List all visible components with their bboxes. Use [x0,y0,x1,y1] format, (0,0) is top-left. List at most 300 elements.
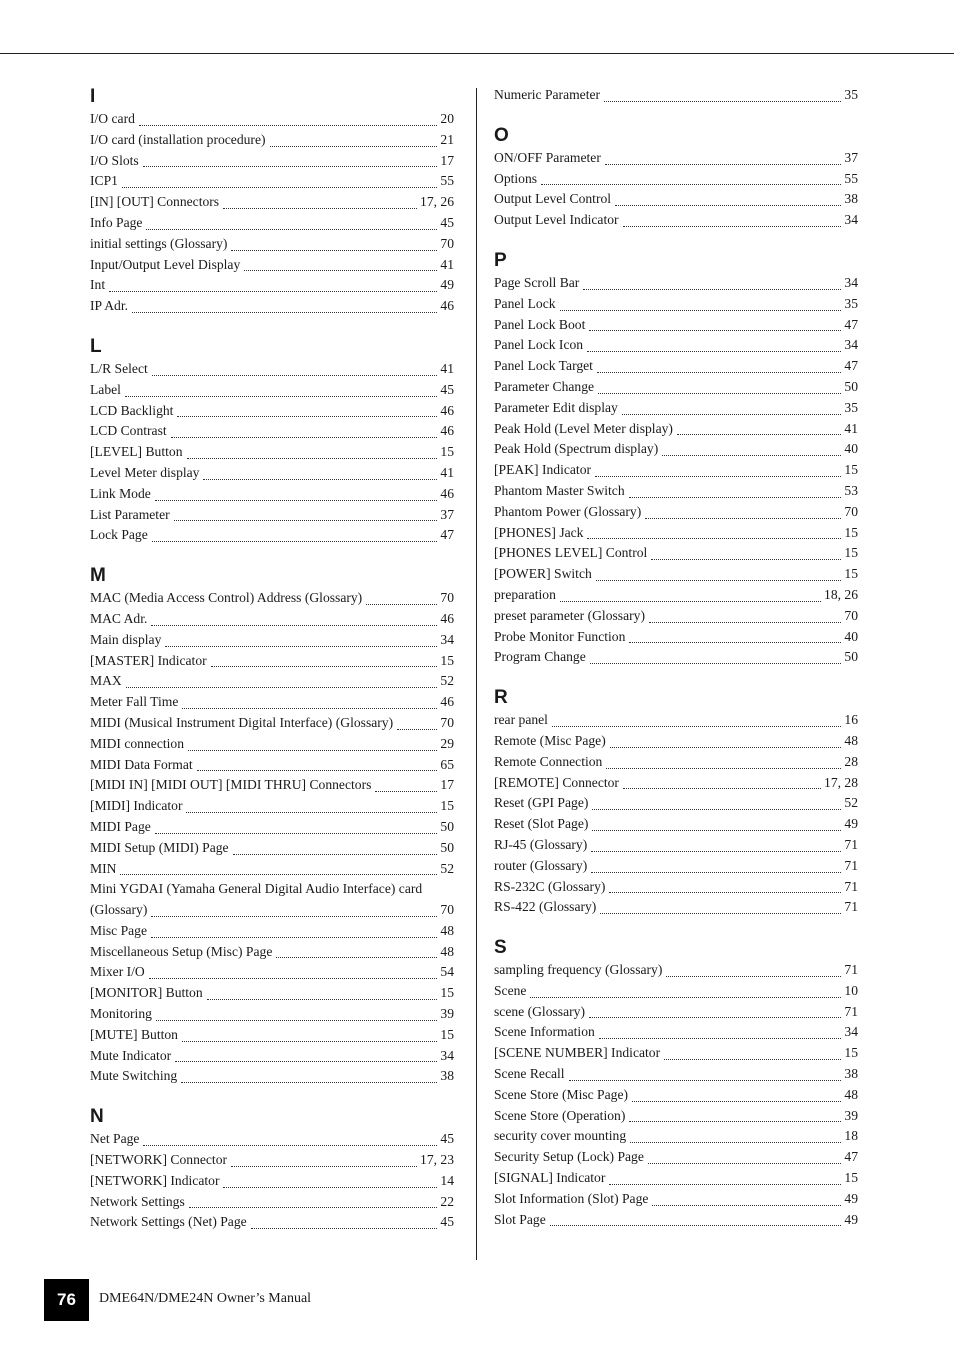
entry-term: [MUTE] Button [90,1026,178,1042]
index-entry [494,1126,858,1147]
index-entry [90,234,454,255]
index-entry [90,879,454,921]
index-section [90,85,454,317]
entry-term-continued [90,900,454,921]
index-entry [90,921,454,942]
index-entry [90,775,454,796]
entry-term: Security Setup (Lock) Page [494,1149,644,1165]
dot-leader [629,628,841,643]
entry-term: scene (Glossary) [494,1003,585,1019]
entry-page: 46 [440,610,454,626]
entry-term: [LEVEL] Button [90,444,183,460]
entry-page: 38 [440,1068,454,1084]
entry-term: Level Meter display [90,464,200,480]
entry-term: [SIGNAL] Indicator [494,1170,606,1186]
index-entry [494,1168,858,1189]
entry-term: Network Settings [90,1193,185,1209]
dot-leader [649,608,841,623]
dot-leader [152,361,438,376]
entry-term: [PEAK] Indicator [494,462,592,478]
entry-page: 48 [440,943,454,959]
index-entry [494,189,858,210]
entry-page: 65 [440,756,454,772]
entry-page: 35 [844,399,858,415]
index-entry [494,335,858,356]
index-entry [90,296,454,317]
section-letter: N [90,1106,104,1128]
entry-term: Reset (GPI Page) [494,795,589,811]
entry-page: 14 [440,1172,454,1188]
entry-page: 15 [440,985,454,1001]
index-entry [90,1150,454,1171]
entry-term: Phantom Power (Glossary) [494,503,642,519]
entry-page: 48 [440,922,454,938]
dot-leader [182,1027,437,1042]
entry-term: [MIDI] Indicator [90,798,183,814]
index-entry [494,1043,858,1064]
entry-page: 46 [440,694,454,710]
index-entry [494,315,858,336]
entry-term: Misc Page [90,922,148,938]
dot-leader [155,486,438,501]
dot-leader [541,170,841,185]
dot-leader [623,774,821,789]
index-entry [494,523,858,544]
section-letter: L [90,335,102,357]
entry-term: MIDI Page [90,818,151,834]
index-entry [494,606,858,627]
index-entry [90,1004,454,1025]
section-letter: P [494,249,507,271]
dot-leader [149,964,438,979]
entry-term: Mute Indicator [90,1047,172,1063]
entry-page: 15 [844,1045,858,1061]
index-entry [90,505,454,526]
entry-term: RJ-45 (Glossary) [494,836,588,852]
entry-page: 71 [844,878,858,894]
entry-term: I/O card (installation procedure) [90,131,266,147]
entry-term: Reset (Slot Page) [494,816,589,832]
dot-leader [623,212,842,227]
index-entry [494,773,858,794]
entry-term: Mute Switching [90,1068,178,1084]
entry-term: [IN] [OUT] Connectors [90,194,220,210]
entry-term: MAX [90,673,122,689]
entry-term: List Parameter [90,506,170,522]
index-entry [494,481,858,502]
entry-page: 41 [440,464,454,480]
entry-page: 47 [440,527,454,543]
index-section [494,85,858,106]
entry-page: 70 [440,235,454,251]
index-entry [494,897,858,918]
entry-page: 21 [440,131,454,147]
entry-page: 71 [844,1003,858,1019]
index-entry [494,627,858,648]
entry-page: 50 [440,839,454,855]
index-entry [494,1022,858,1043]
entry-term: Output Level Control [494,191,612,207]
dot-leader [596,566,842,581]
entry-term: Mini YGDAI (Yamaha General Digital Audio Interface) card [90,881,423,897]
dot-leader [598,379,841,394]
dot-leader [231,236,437,251]
entry-term: Peak Hold (Spectrum display) [494,441,659,457]
index-entry [90,817,454,838]
index-entry [90,442,454,463]
entry-term: [NETWORK] Indicator [90,1172,220,1188]
dot-leader [550,1211,842,1226]
dot-leader [587,337,841,352]
column-divider [476,88,477,1260]
section-letter: O [494,124,509,146]
index-entry [494,377,858,398]
entry-term: Network Settings (Net) Page [90,1214,247,1230]
header-rule [0,53,954,54]
dot-leader [589,1003,841,1018]
index-entry [90,1212,454,1233]
dot-leader [132,298,437,313]
index-column-right [494,85,858,1248]
entry-page: 38 [844,191,858,207]
entry-term: MIDI connection [90,735,184,751]
entry-page: 52 [440,673,454,689]
entry-term: Probe Monitor Function [494,628,626,644]
entry-page: 55 [844,170,858,186]
index-entry [494,1002,858,1023]
index-entry [494,752,858,773]
entry-page: 15 [440,652,454,668]
dot-leader [223,194,417,209]
index-entry [494,419,858,440]
dot-leader [109,277,437,292]
entry-page: 48 [844,1086,858,1102]
dot-leader [589,316,841,331]
entry-page: 28 [844,753,858,769]
index-entry [494,502,858,523]
index-entry [90,1171,454,1192]
dot-leader [151,611,437,626]
entry-term: Info Page [90,214,143,230]
index-entry [90,609,454,630]
index-entry [494,1085,858,1106]
entry-page: 48 [844,732,858,748]
index-entry [90,796,454,817]
page-number-badge [44,1279,89,1321]
index-section [90,564,454,1087]
dot-leader [151,923,437,938]
entry-term: Input/Output Level Display [90,256,241,272]
dot-leader [677,420,841,435]
entry-page: 39 [440,1006,454,1022]
entry-term: Scene Information [494,1024,595,1040]
index-entry [494,210,858,231]
entry-term: MIN [90,860,117,876]
index-entry [90,962,454,983]
entry-term: [PHONES LEVEL] Control [494,545,648,561]
entry-term: Link Mode [90,485,151,501]
index-entry [90,588,454,609]
entry-page: 35 [844,295,858,311]
entry-term: [PHONES] Jack [494,524,584,540]
entry-term: Mixer I/O [90,964,145,980]
dot-leader [591,858,841,873]
dot-leader [648,1149,842,1164]
index-entry [90,275,454,296]
entry-term: Panel Lock Boot [494,316,586,332]
index-section [494,124,858,231]
index-entry [90,109,454,130]
index-entry [494,647,858,668]
entry-page: 34 [844,1024,858,1040]
index-entry [494,294,858,315]
index-column-left [90,85,454,1251]
entry-page: 45 [440,214,454,230]
entry-term: Options [494,170,538,186]
dot-leader [609,1170,841,1185]
index-entry [90,171,454,192]
dot-leader [139,111,437,126]
entry-term: [MIDI IN] [MIDI OUT] [MIDI THRU] Connectors [90,777,372,793]
entry-term: Remote Connection [494,753,603,769]
dot-leader [615,191,841,206]
entry-page: 15 [440,1026,454,1042]
entry-term: Monitoring [90,1006,152,1022]
entry-page: 38 [844,1066,858,1082]
index-entry [494,856,858,877]
index-section [90,1105,454,1233]
index-entry [90,525,454,546]
entry-page: 22 [440,1193,454,1209]
index-entry [90,380,454,401]
dot-leader [181,1068,437,1083]
index-entry [494,585,858,606]
index-entry [90,130,454,151]
index-entry [494,814,858,835]
index-entry [90,213,454,234]
entry-page: 70 [844,607,858,623]
dot-leader [595,462,841,477]
entry-term: [POWER] Switch [494,566,592,582]
index-entry [494,356,858,377]
dot-leader [651,545,841,560]
entry-term: security cover mounting [494,1128,627,1144]
index-entry [90,1046,454,1067]
index-entry [494,439,858,460]
section-letter: S [494,937,507,959]
entry-term: RS-232C (Glossary) [494,878,606,894]
dot-leader [664,1045,841,1060]
dot-leader [186,798,437,813]
entry-page: 15 [844,1170,858,1186]
entry-term: [SCENE NUMBER] Indicator [494,1045,661,1061]
dot-leader [151,902,437,917]
index-entry [494,793,858,814]
entry-term: L/R Select [90,360,148,376]
entry-page: 71 [844,962,858,978]
entry-page: 70 [440,714,454,730]
entry-term: [MONITOR] Button [90,985,203,1001]
dot-leader [152,527,438,542]
entry-page: 52 [440,860,454,876]
index-entry [90,1129,454,1150]
index-entry [90,401,454,422]
manual-title: DME64N/DME24N Owner’s Manual [99,1291,312,1306]
entry-page: 45 [440,1214,454,1230]
dot-leader [203,465,437,480]
index-entry [90,838,454,859]
entry-page: 46 [440,298,454,314]
entry-page: 29 [440,735,454,751]
section-letter: I [90,86,96,107]
dot-leader [165,632,437,647]
dot-leader [552,712,841,727]
entry-term: initial settings (Glossary) [90,235,228,251]
entry-page: 17 [440,152,454,168]
index-entry [494,273,858,294]
entry-term: MAC (Media Access Control) Address (Glossary) [90,590,363,606]
index-entry [494,981,858,1002]
dot-leader [375,777,437,792]
entry-page: 53 [844,482,858,498]
entry-term: Parameter Edit display [494,399,618,415]
index-entry [90,421,454,442]
entry-page: 10 [844,982,858,998]
entry-term: MIDI (Musical Instrument Digital Interface) (Glossary) [90,714,394,730]
entry-page: 18, 26 [824,586,858,602]
entry-term: Peak Hold (Level Meter display) [494,420,673,436]
entry-page: 50 [440,818,454,834]
entry-page: 15 [440,798,454,814]
entry-term: ON/OFF Parameter [494,149,601,165]
entry-term: Numeric Parameter [494,87,601,102]
index-entry [494,835,858,856]
dot-leader [569,1066,842,1081]
entry-page: 71 [844,857,858,873]
entry-term: Slot Page [494,1211,546,1227]
dot-leader [605,150,842,165]
entry-term: Remote (Misc Page) [494,732,606,748]
dot-leader [276,943,437,958]
index-entry [494,877,858,898]
entry-term: Panel Lock [494,295,556,311]
entry-page: 34 [844,337,858,353]
entry-page: 71 [844,836,858,852]
dot-leader [171,423,438,438]
entry-page: 40 [844,628,858,644]
entry-term: I/O card [90,111,135,126]
entry-term: Panel Lock Icon [494,337,584,353]
dot-leader [126,673,438,688]
entry-page: 41 [440,360,454,376]
index-section [494,249,858,668]
dot-leader [587,524,841,539]
dot-leader [609,878,841,893]
dot-leader [122,173,437,188]
section-letter: R [494,687,508,709]
entry-term: Panel Lock Target [494,358,593,374]
dot-leader [592,816,841,831]
entry-term: ICP1 [90,173,118,189]
dot-leader [610,733,842,748]
entry-page: 34 [844,212,858,228]
index-entry [90,734,454,755]
index-entry [494,148,858,169]
entry-page: 49 [844,1211,858,1227]
index-entry [90,671,454,692]
dot-leader [211,652,438,667]
entry-term: sampling frequency (Glossary) [494,962,663,978]
dot-leader [231,1152,417,1167]
index-entry [494,543,858,564]
entry-term: [NETWORK] Connector [90,1152,228,1168]
dot-leader [530,983,841,998]
dot-leader [120,860,437,875]
dot-leader [233,840,438,855]
dot-leader [560,296,842,311]
dot-leader [187,444,438,459]
entry-page: 15 [440,444,454,460]
entry-page: 70 [844,503,858,519]
entry-term: preparation [494,586,556,602]
entry-term: LCD Contrast [90,423,167,439]
entry-term: Program Change [494,649,586,665]
entry-page: 37 [844,149,858,165]
dot-leader [652,1191,841,1206]
index-entry [494,710,858,731]
entry-page: 35 [844,87,858,102]
entry-term: MAC Adr. [90,610,148,626]
index-entry [90,151,454,172]
dot-leader [156,1006,437,1021]
entry-term: Phantom Master Switch [494,482,625,498]
dot-leader [223,1173,437,1188]
dot-leader [177,402,437,417]
dot-leader [143,1131,437,1146]
entry-term: Label [90,381,121,397]
index-entry [90,859,454,880]
entry-term: Scene Recall [494,1066,565,1082]
index-entry [90,463,454,484]
entry-term: Meter Fall Time [90,694,179,710]
entry-page: 34 [440,1047,454,1063]
entry-term: Net Page [90,1131,140,1147]
entry-term: [REMOTE] Connector [494,774,619,790]
dot-leader [188,736,437,751]
dot-leader [629,483,842,498]
dot-leader [599,1024,842,1039]
index-entry [90,755,454,776]
index-entry [90,359,454,380]
entry-page: 20 [440,111,454,126]
dot-leader [174,506,438,521]
entry-page: 50 [844,378,858,394]
entry-page: 52 [844,795,858,811]
index-entry [494,85,858,106]
dot-leader [207,985,438,1000]
entry-page: 70 [440,902,454,918]
dot-leader [604,87,841,102]
index-entry [494,960,858,981]
entry-page: 49 [844,816,858,832]
entry-page: 55 [440,173,454,189]
index-entry [90,651,454,672]
entry-term: Scene Store (Operation) [494,1107,626,1123]
index-entry [494,1189,858,1210]
entry-term-part: (Glossary) [90,902,148,918]
dot-leader [251,1214,438,1229]
index-entry [90,1192,454,1213]
